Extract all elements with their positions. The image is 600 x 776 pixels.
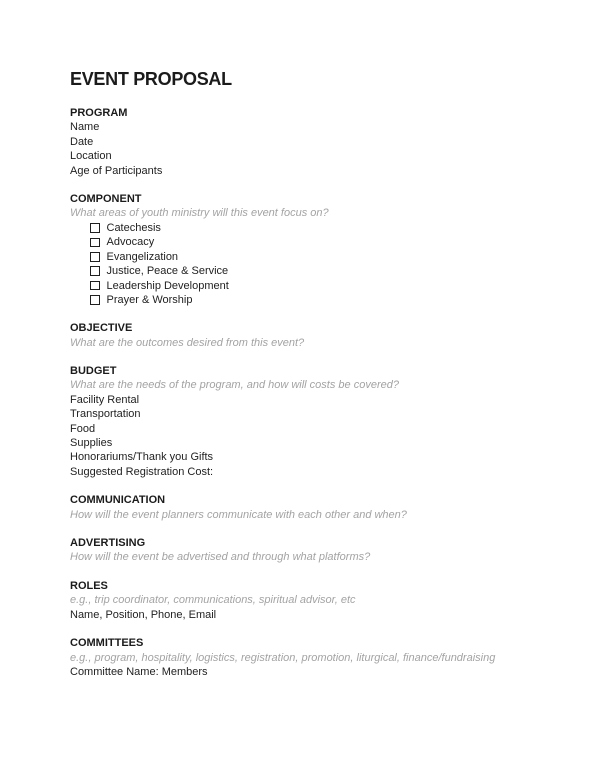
section-advertising: [70, 536, 530, 565]
checkbox-row: [70, 293, 530, 307]
checkbox-unchecked-icon: [90, 252, 100, 262]
section-heading: ROLES: [70, 579, 108, 592]
checkbox-unchecked-icon: [90, 238, 100, 248]
checkbox-unchecked-icon: [90, 295, 100, 305]
section-prompt: What are the outcomes desired from this event?: [70, 336, 305, 349]
checkbox-row: [70, 278, 530, 292]
page-title: EVENT PROPOSAL: [70, 69, 232, 89]
section-component: [70, 192, 530, 307]
field-label: Suggested Registration Cost:: [70, 465, 214, 478]
section-prompt: What are the needs of the program, and how will costs be covered?: [70, 379, 399, 392]
section-objective: [70, 321, 530, 350]
section-program: [70, 106, 530, 178]
section-prompt: How will the event planners communicate with each other and when?: [70, 508, 407, 521]
checkbox-row: [70, 221, 530, 235]
section-heading: OBJECTIVE: [70, 322, 133, 335]
checkbox-label: Evangelization: [106, 250, 179, 263]
section-heading: COMPONENT: [70, 193, 142, 206]
section-roles: [70, 579, 530, 622]
field-label: Supplies: [70, 437, 113, 450]
field-label: Facility Rental: [70, 393, 140, 406]
section-communication: [70, 493, 530, 522]
checkbox-row: [70, 250, 530, 264]
section-prompt: How will the event be advertised and through what platforms?: [70, 551, 371, 564]
checkbox-row: [70, 235, 530, 249]
section-prompt: What areas of youth ministry will this event focus on?: [70, 207, 329, 220]
section-budget: [70, 364, 530, 479]
section-heading: COMMITTEES: [70, 637, 144, 650]
checkbox-row: [70, 264, 530, 278]
section-heading: PROGRAM: [70, 107, 128, 119]
field-label: Name: [70, 121, 100, 134]
section-prompt: e.g., program, hospitality, logistics, registration, promotion, liturgical, finance/fundraising: [70, 651, 496, 664]
checkbox-label: Leadership Development: [106, 279, 229, 292]
checkbox-unchecked-icon: [90, 266, 100, 276]
field-label: Location: [70, 150, 112, 163]
field-label: Date: [70, 135, 94, 148]
checkbox-label: Advocacy: [106, 236, 155, 249]
section-heading: COMMUNICATION: [70, 494, 166, 507]
field-label: Honorariums/Thank you Gifts: [70, 451, 214, 464]
field-label: Name, Position, Phone, Email: [70, 608, 217, 621]
checkbox-label: Justice, Peace & Service: [106, 265, 229, 278]
checkbox-unchecked-icon: [90, 281, 100, 291]
field-label: Food: [70, 422, 96, 435]
field-label: Committee Name: Members: [70, 665, 208, 678]
section-prompt: e.g., trip coordinator, communications, spiritual advisor, etc: [70, 594, 356, 607]
section-committees: [70, 636, 530, 679]
field-label: Age of Participants: [70, 164, 163, 177]
section-heading: BUDGET: [70, 365, 117, 377]
section-heading: ADVERTISING: [70, 537, 146, 550]
checkbox-label: Catechesis: [106, 222, 161, 235]
checkbox-unchecked-icon: [90, 223, 100, 233]
checkbox-label: Prayer & Worship: [106, 293, 193, 306]
field-label: Transportation: [70, 408, 141, 421]
